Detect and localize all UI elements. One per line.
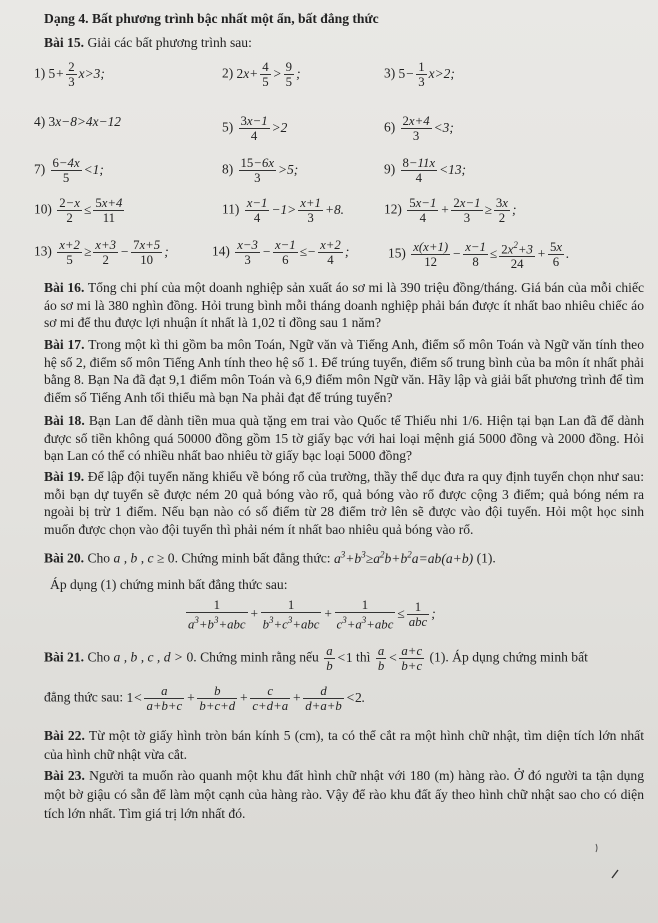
bai15-intro: Giải các bất phương trình sau: [87,35,252,50]
ineq-8: 8) $\frac{15-6x}{3}$ >5; [222,156,299,185]
ineq-5: 5) $\frac{3x-1}{4}$ >2 [222,114,288,143]
bai18: Bài 18. Bạn Lan để dành tiền mua quà tặng em trai vào Quốc tế Thiếu nhi 1/6. Hiện tại bạn Lan đã để dành được số tiền không quá 50000 đồng gồm 15 tờ giấy bạc với hai loại mệnh giá 5000 đồng và 2000 đồng. Hỏi bạn Lan có thể có nhiều nhất bao nhiêu tờ giấy bạc loại 5000 đồng? [44,413,645,464]
ineq-11: 11) $\frac{x-1}{4}$ −1> $\frac{x+1}{3}$ +8. [222,196,345,225]
bai16: Bài 16. Tổng chi phí của một doanh nghiệp sản xuất áo sơ mi là 390 triệu đồng/tháng. Giá bán của mỗi chiếc áo sơ mi là 380 nghìn đồng. Hỏi trung bình mỗi tháng doanh nghiệp phải bán được ít nhất bao nhiêu chiếc áo sơ mi để thu được lợi nhuận ít nhất là 1,02 tỉ đồng sau 1 năm? [44,280,645,331]
ineq-4: 4) 3x−8>4x−12 [34,114,121,129]
bai23: Bài 23. Người ta muốn rào quanh một khu đất hình chữ nhật với 180 (m) hàng rào. Ở đó người ta tận dụng một bờ giậu có sẵn để làm một cạnh của hàng rào. Vậy để rào khu đất ấy theo hình chữ nhật sao cho có diện tích lớn nhất. Tìm giá trị lớn nhất đó. [44,768,645,821]
ineq-1: 1) 5+ $\frac{2}{3}$ x>3; [34,60,105,89]
bai20-apply: Áp dụng (1) chứng minh bất đẳng thức sau: [50,577,288,592]
ineq-3: 3) 5− $\frac{1}{3}$ x>2; [384,60,455,89]
ineq-6: 6) $\frac{2x+4}{3}$ <3; [384,114,454,143]
bai15-title: Bài 15. [44,35,85,50]
ineq-12: 12) $\frac{5x-1}{4}$ + $\frac{2x-1}{3}$ ≥ $\frac{3x}{2}$ ; [384,196,517,225]
bai17: Bài 17. Trong một kì thi gồm ba môn Toán, Ngữ văn và Tiếng Anh, điểm số môn Toán và Ngữ văn tính theo hệ số 2, điểm số môn Tiếng Anh tính theo hệ số 1. Để trúng tuyển, điểm số trung bình của ba môn ít nhất phải bằng 8. Bạn Na đã đạt 9,1 điểm môn Toán và 6,9 điểm môn Ngữ văn. Hãy lập và giải bất phương trình để tìm điểm số Tiếng Anh tối thiểu mà bạn Na phải đạt để trúng tuyển? [44,337,645,405]
bai15-heading [44,34,252,51]
bai20: Bài 20. Cho a , b , c ≥ 0. Chứng minh bất đẳng thức: $a^3+b^3\ge a^2b+b^2a=ab(a+b)$ (1). [44,549,496,566]
ineq-7: 7) $\frac{6-4x}{5}$ <1; [34,156,104,185]
ineq-10: 10) $\frac{2-x}{2}$ ≤ $\frac{5x+4}{11}$ [34,196,123,225]
section-heading: Dạng 4. Bất phương trình bậc nhất một ẩn, bất đẳng thức [44,11,379,26]
ineq-15: 15) $\frac{x(x+1)}{12}$ − $\frac{x-1}{8}$ ≤ $\frac{2x^2+3}{24}$ + $\frac{5x}{6}$ . [388,240,570,272]
ineq-9: 9) $\frac{8-11x}{4}$ <13; [384,156,466,185]
ineq-2: 2) 2x+ $\frac{4}{5}$ > $\frac{9}{5}$ ; [222,60,301,89]
bai22: Bài 22. Từ một tờ giấy hình tròn bán kính 5 (cm), ta có thể cắt ra một hình chữ nhật, tìm diện tích lớn nhất của hình chữ nhật vừa cắt. [44,728,644,762]
bai20-inequality: $\frac{1}{a^3+b^3+abc}$ + $\frac{1}{b^3+c^3+abc}$ + $\frac{1}{c^3+a^3+abc}$ ≤ $\frac{1}{\text{abc}}$ ; [188,598,436,632]
ineq-14: 14) $\frac{x-3}{3}$ − $\frac{x-1}{6}$ ≤− $\frac{x+2}{4}$ ; [212,238,350,267]
ineq-13: 13) $\frac{x+2}{5}$ ≥ $\frac{x+3}{2}$ − $\frac{7x+5}{10}$ ; [34,238,169,267]
bai21-apply: đẳng thức sau: 1< $\frac{a}{a+b+c}$ + $\frac{b}{b+c+d}$ + $\frac{c}{c+d+a}$ + $\frac{d}{d+a+b}$ <2. [44,684,366,713]
bai19: Bài 19. Để lập đội tuyển năng khiếu về bóng rổ của trường, thầy thể dục đưa ra quy định tuyển chọn như sau: mỗi bạn dự tuyển sẽ được ném 20 quả bóng vào rổ, quả bóng vào rổ được cộng 3 điểm; quả bóng ném ra ngoài bị trừ 1 điểm. Nếu bạn nào có số điểm từ 28 điểm trở lên sẽ được vào đội tuyển. Hỏi một học sinh muốn được chọn vào đội tuyển thì phải ném ít nhất bao nhiêu quả bóng vào rổ. [44,469,644,537]
bai21: Bài 21. Cho a , b , c , d > 0. Chứng minh rằng nếu $\frac{a}{b}$ <1 thì $\frac{a}{b}$ < $\frac{a+c}{b+c}$ (1). Áp dụng chứng minh bất [44,644,588,673]
pen-mark [590,840,630,890]
